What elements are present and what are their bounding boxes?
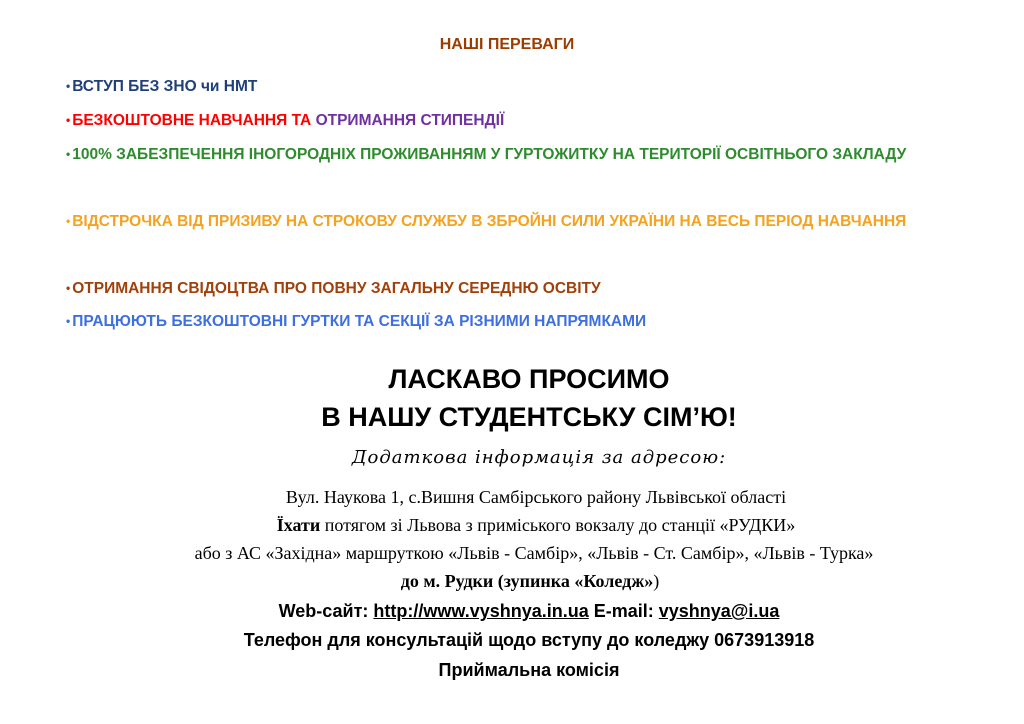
web-label: Web-сайт:: [278, 601, 374, 621]
website-link[interactable]: http://www.vyshnya.in.ua: [373, 601, 589, 621]
web-email-line: [0, 601, 1024, 622]
bullet-icon: •: [66, 214, 71, 228]
email-label: E-mail:: [588, 601, 659, 621]
advantage-item-4: [53, 205, 981, 239]
admission-committee: Приймальна комісія: [438, 660, 620, 680]
advantage-3-text: 100% ЗАБЕЗПЕЧЕННЯ ІНОГОРОДНІХ ПРОЖИВАННЯМ У ГУРТОЖИТКУ НА ТЕРИТОРІЇ ОСВІТНЬОГО ЗАКЛАДУ: [72, 146, 907, 163]
bullet-icon: •: [66, 79, 71, 93]
stop-line: [0, 571, 1024, 592]
welcome-line-1: ЛАСКАВО ПРОСИМО: [388, 364, 670, 394]
welcome-line-2: В НАШУ СТУДЕНТСЬКУ СІМ’Ю!: [321, 402, 737, 432]
additional-info-heading: Додаткова інформація за адресою:: [351, 447, 727, 468]
bullet-icon: •: [66, 314, 71, 328]
advantage-1-part-3: НМТ: [219, 78, 258, 95]
advantage-6-text: ПРАЦЮЮТЬ БЕЗКОШТОВНІ ГУРТКИ ТА СЕКЦІЇ ЗА РІЗНИМИ НАПРЯМКАМИ: [72, 313, 647, 330]
bullet-icon: •: [66, 281, 71, 295]
route-bold: Їхати: [276, 515, 321, 535]
stop-rest: ): [653, 571, 660, 591]
advantage-item-6: [53, 305, 981, 339]
advantage-item-5: [53, 272, 981, 306]
bus-line: або з АС «Західна» маршруткою «Львів - Самбір», «Львів - Ст. Самбір», «Львів - Турка»: [194, 543, 874, 563]
advantage-item-2: [53, 104, 981, 138]
address-line: Вул. Наукова 1, с.Вишня Самбірського району Львівської області: [285, 487, 787, 507]
advantage-item-3: [53, 138, 981, 172]
stop-bold: до м. Рудки (зупинка «Коледж»: [400, 571, 654, 591]
advantage-2-part-2: ОТРИМАННЯ СТИПЕНДІЇ: [315, 112, 505, 129]
advantage-1-part-2: чи: [200, 78, 220, 95]
email-link[interactable]: vyshnya@i.ua: [658, 601, 780, 621]
phone-line: Телефон для консультацій щодо вступу до коледжу 0673913918: [243, 630, 815, 650]
route-rest: потягом зі Львова з приміського вокзалу до станції «РУДКИ»: [320, 515, 796, 535]
advantage-4-text: ВІДСТРОЧКА ВІД ПРИЗИВУ НА СТРОКОВУ СЛУЖБУ В ЗБРОЙНІ СИЛИ УКРАЇНИ НА ВЕСЬ ПЕРІОД НАВЧАННЯ: [72, 213, 907, 230]
route-line: [0, 515, 1024, 536]
advantage-5-text: ОТРИМАННЯ СВІДОЦТВА ПРО ПОВНУ ЗАГАЛЬНУ СЕРЕДНЮ ОСВІТУ: [72, 280, 601, 297]
advantage-item-1: [53, 70, 981, 104]
bullet-icon: •: [66, 147, 71, 161]
bullet-icon: •: [66, 113, 71, 127]
advantage-2-part-1: БЕЗКОШТОВНЕ НАВЧАННЯ ТА: [72, 112, 316, 129]
advantage-1-part-1: ВСТУП БЕЗ ЗНО: [72, 78, 201, 95]
advantages-title: НАШІ ПЕРЕВАГИ: [439, 36, 575, 53]
